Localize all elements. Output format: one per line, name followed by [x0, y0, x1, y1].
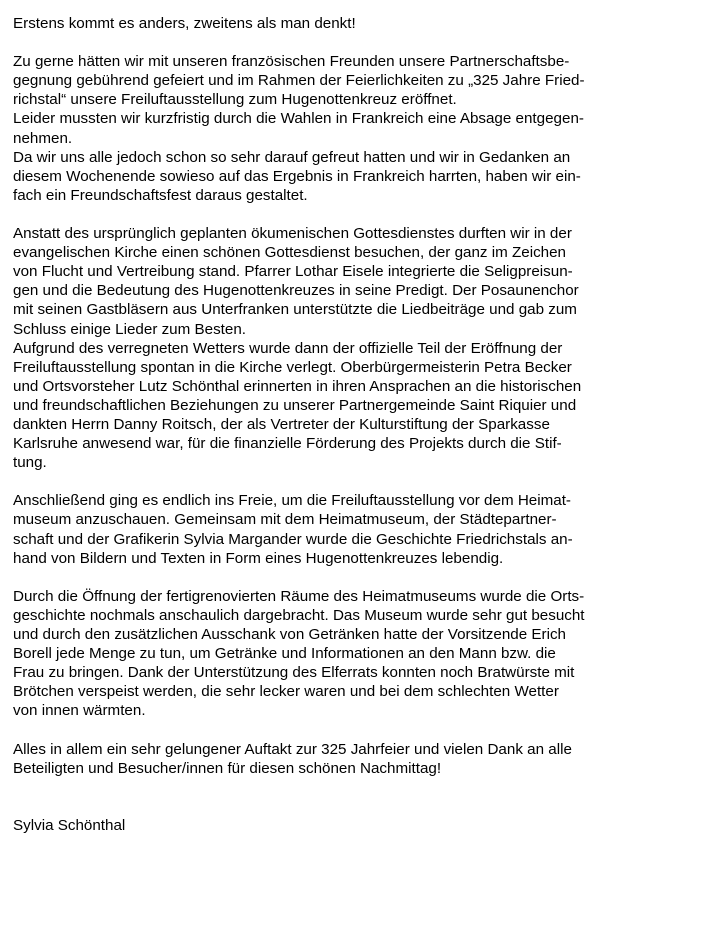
document-page	[13, 14, 718, 835]
text-line: Freiluftausstellung spontan in die Kirche verlegt. Oberbürgermeisterin Petra Becker	[13, 358, 572, 376]
text-line: Brötchen verspeist werden, die sehr lecker waren und bei dem schlechten Wetter	[13, 683, 559, 701]
text-line: evangelischen Kirche einen schönen Gottesdienst besuchen, der ganz im Zeichen	[13, 244, 567, 262]
text-line: museum anzuschauen. Gemeinsam mit dem Heimatmuseum, der Städtepartner-	[13, 511, 557, 529]
text-line: tung.	[13, 454, 47, 472]
text-line: geschichte nochmals anschaulich dargebracht. Das Museum wurde sehr gut besucht	[13, 606, 585, 624]
text-line: und Ortsvorsteher Lutz Schönthal erinnerten in ihren Ansprachen an die historischen	[13, 377, 582, 395]
text-line: Schluss einige Lieder zum Besten.	[13, 320, 247, 338]
text-line: von innen wärmten.	[13, 702, 146, 720]
text-line: gegnung gebührend gefeiert und im Rahmen der Feierlichkeiten zu „325 Jahre Fried-	[13, 72, 585, 90]
text-line: schaft und der Grafikerin Sylvia Margander wurde die Geschichte Friedrichstals an-	[13, 530, 573, 548]
text-line: Aufgrund des verregneten Wetters wurde dann der offizielle Teil der Eröffnung der	[13, 339, 563, 357]
text-line: Borell jede Menge zu tun, um Getränke und Informationen an den Mann bzw. die	[13, 645, 556, 663]
text-line: Zu gerne hätten wir mit unseren französischen Freunden unsere Partnerschaftsbe-	[13, 53, 570, 71]
text-line: nehmen.	[13, 129, 73, 147]
text-line: und freundschaftlichen Beziehungen zu unserer Partnergemeinde Saint Riquier und	[13, 396, 577, 414]
text-line: mit seinen Gastbläsern aus Unterfranken unterstützte die Liedbeiträge und gab zum	[13, 301, 577, 319]
text-line: Frau zu bringen. Dank der Unterstützung des Elferrats konnten noch Bratwürste mit	[13, 664, 575, 682]
text-line: gen und die Bedeutung des Hugenottenkreuzes in seine Predigt. Der Posaunenchor	[13, 282, 579, 300]
text-line: Anschließend ging es endlich ins Freie, um die Freiluftausstellung vor dem Heimat-	[13, 492, 571, 510]
text-line: richstal“ unsere Freiluftausstellung zum Hugenottenkreuz eröffnet.	[13, 91, 457, 109]
text-line: Beteiligten und Besucher/innen für diesen schönen Nachmittag!	[13, 759, 442, 777]
text-line: Alles in allem ein sehr gelungener Auftakt zur 325 Jahrfeier und vielen Dank an alle	[13, 740, 572, 758]
text-line: Durch die Öffnung der fertigrenovierten Räume des Heimatmuseums wurde die Orts-	[13, 587, 585, 605]
text-line: fach ein Freundschaftsfest daraus gestaltet.	[13, 186, 308, 204]
paragraph-intro	[13, 52, 718, 205]
text-line: diesem Wochenende sowieso auf das Ergebnis in Frankreich harrten, haben wir ein-	[13, 167, 581, 185]
paragraph-museum	[13, 587, 718, 721]
text-line: Karlsruhe anwesend war, für die finanzielle Förderung des Projekts durch die Stif-	[13, 435, 562, 453]
text-line: von Flucht und Vertreibung stand. Pfarrer Lothar Eisele integrierte die Seligpreisun-	[13, 263, 573, 281]
text-line: Leider mussten wir kurzfristig durch die Wahlen in Frankreich eine Absage entgegen-	[13, 110, 584, 128]
paragraph-closing	[13, 740, 718, 778]
text-line: Da wir uns alle jedoch schon so sehr darauf gefreut hatten und wir in Gedanken an	[13, 148, 571, 166]
text-line: hand von Bildern und Texten in Form eines Hugenottenkreuzes lebendig.	[13, 549, 504, 567]
paragraph-exhibition	[13, 491, 718, 567]
paragraph-church	[13, 224, 718, 472]
text-line: und durch den zusätzlichen Ausschank von Getränken hatte der Vorsitzende Erich	[13, 626, 566, 643]
signature: Sylvia Schönthal	[13, 816, 126, 834]
document-title: Erstens kommt es anders, zweitens als man denkt!	[13, 15, 356, 32]
text-line: dankten Herrn Danny Roitsch, der als Vertreter der Kulturstiftung der Sparkasse	[13, 415, 550, 433]
text-line: Anstatt des ursprünglich geplanten ökumenischen Gottesdienstes durften wir in der	[13, 225, 572, 243]
